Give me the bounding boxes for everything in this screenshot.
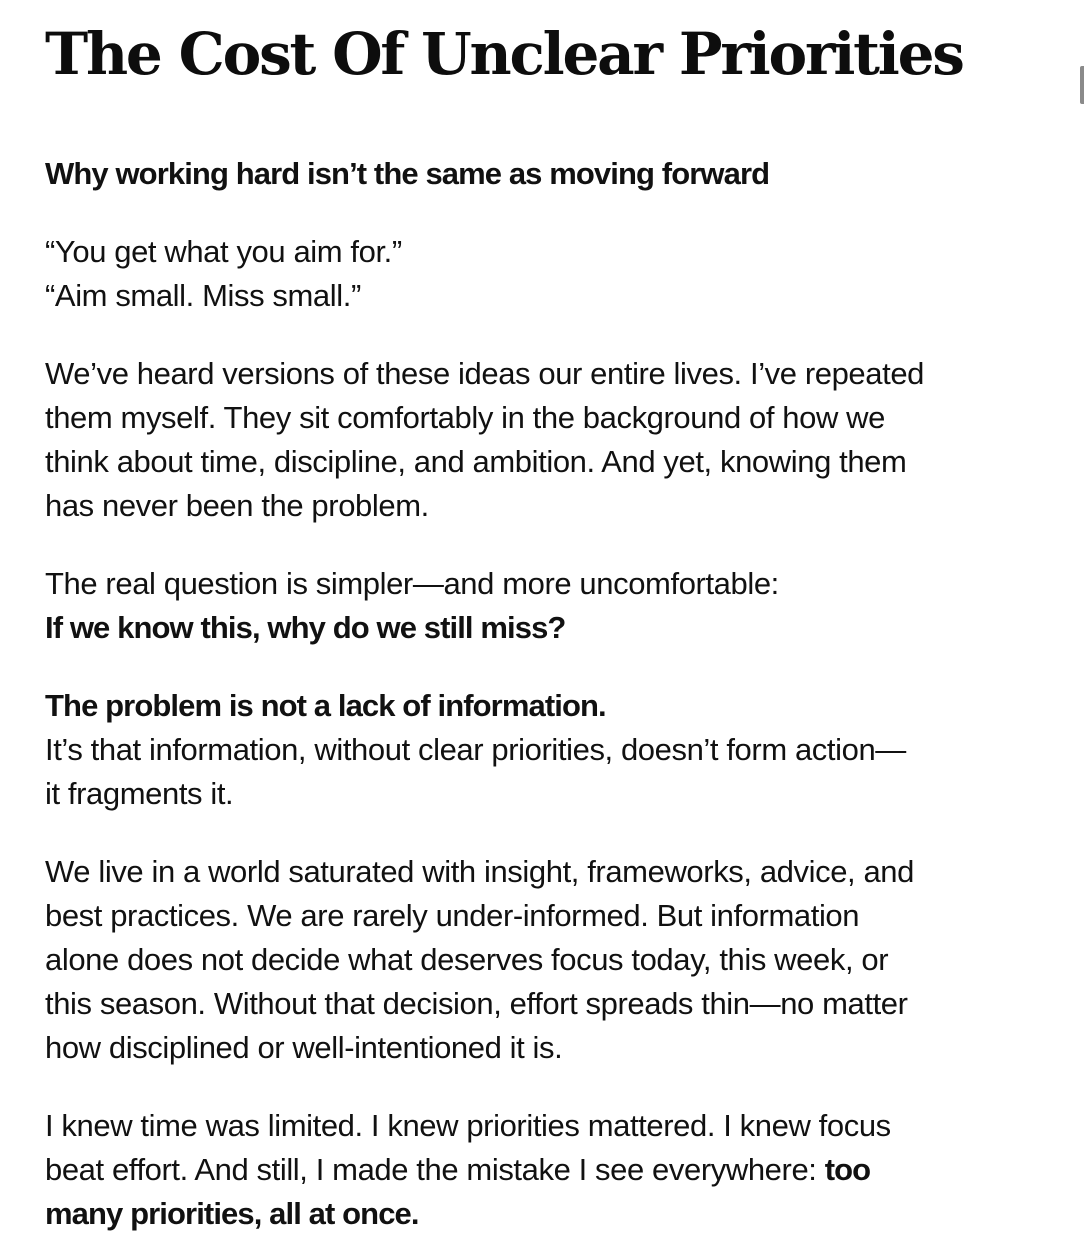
paragraph-2-bold-question: If we know this, why do we still miss? xyxy=(45,610,566,645)
paragraph-3 xyxy=(45,684,1045,816)
paragraph-5-line-2-text: beat effort. And still, I made the mistake I see everywhere: xyxy=(45,1152,825,1187)
paragraph-3-bold-lead: The problem is not a lack of information. xyxy=(45,688,606,723)
paragraph-4-line-2: best practices. We are rarely under-informed. But information xyxy=(45,898,860,933)
paragraph-4-line-5: how disciplined or well-intentioned it is. xyxy=(45,1030,563,1065)
paragraph-4 xyxy=(45,850,1045,1070)
paragraph-1-line-3: think about time, discipline, and ambition. And yet, knowing them xyxy=(45,444,907,479)
quote-line-2: “Aim small. Miss small.” xyxy=(45,278,361,313)
paragraph-3-line-2: It’s that information, without clear priorities, doesn’t form action— xyxy=(45,732,906,767)
paragraph-5-bold-start: too xyxy=(824,1152,871,1187)
paragraph-1-line-2: them myself. They sit comfortably in the background of how we xyxy=(45,400,885,435)
quote-block xyxy=(45,230,1045,318)
paragraph-5-line-2 xyxy=(45,1148,1045,1192)
article-title: The Cost Of Unclear Priorities xyxy=(45,20,963,88)
paragraph-3-line-3: it fragments it. xyxy=(45,776,234,811)
paragraph-2 xyxy=(45,562,1045,650)
paragraph-5 xyxy=(45,1104,1045,1236)
paragraph-4-line-1: We live in a world saturated with insight, frameworks, advice, and xyxy=(45,854,914,889)
paragraph-5-line-1: I knew time was limited. I knew priorities mattered. I knew focus xyxy=(45,1108,891,1143)
article xyxy=(45,0,1045,1236)
article-subtitle: Why working hard isn’t the same as moving forward xyxy=(45,156,770,191)
scrollbar-thumb[interactable] xyxy=(1080,66,1084,104)
paragraph-1-line-1: We’ve heard versions of these ideas our entire lives. I’ve repeated xyxy=(45,356,925,391)
paragraph-1-line-4: has never been the problem. xyxy=(45,488,429,523)
quote-line-1: “You get what you aim for.” xyxy=(45,234,402,269)
paragraph-4-line-3: alone does not decide what deserves focus today, this week, or xyxy=(45,942,889,977)
paragraph-2-line-1: The real question is simpler—and more uncomfortable: xyxy=(45,566,779,601)
paragraph-4-line-4: this season. Without that decision, effort spreads thin—no matter xyxy=(45,986,908,1021)
paragraph-1 xyxy=(45,352,1045,528)
paragraph-5-bold-continuation: many priorities, all at once. xyxy=(45,1196,419,1231)
